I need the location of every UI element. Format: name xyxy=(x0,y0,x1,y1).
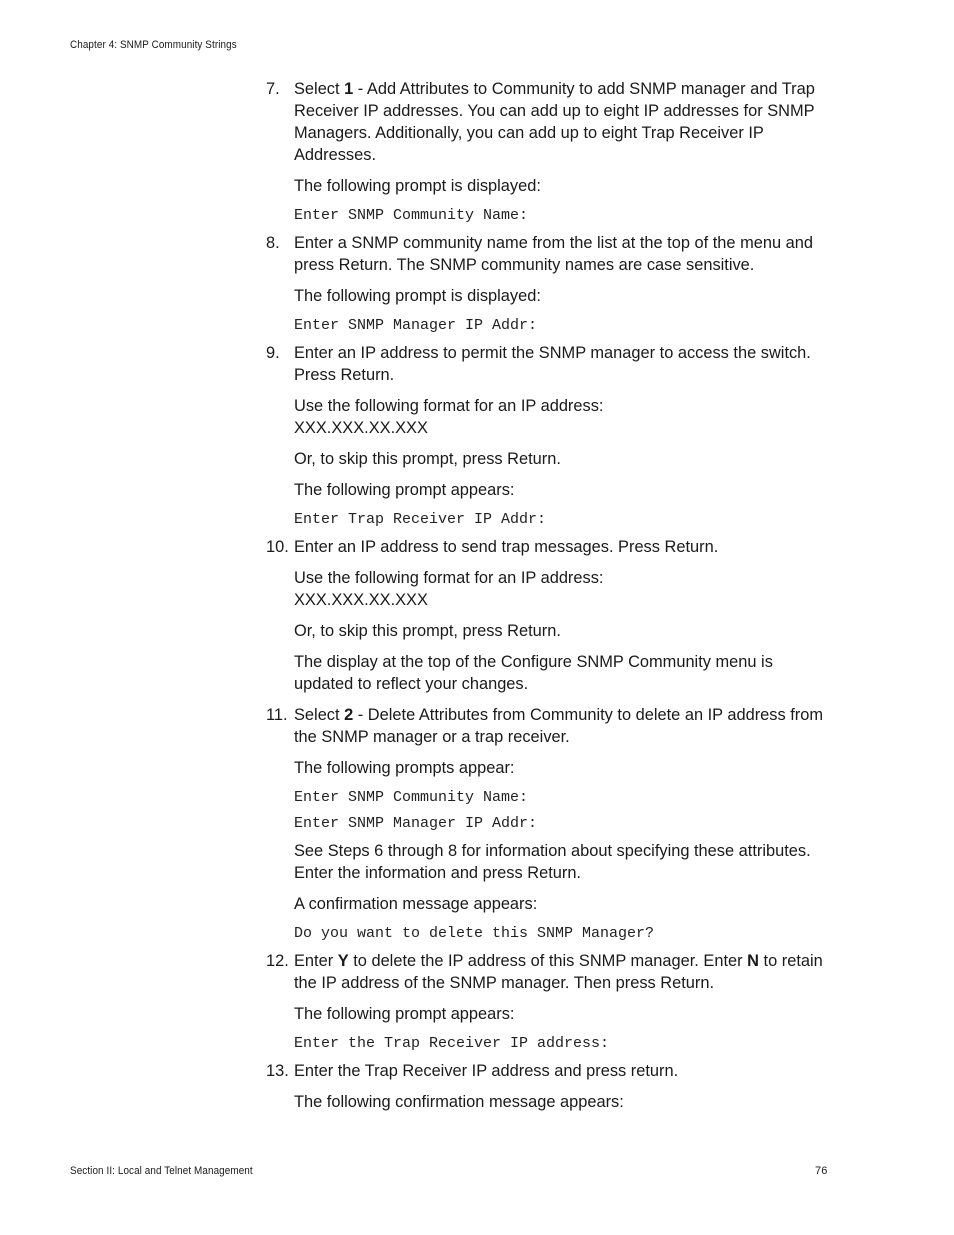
step-number: 8. xyxy=(266,234,280,252)
step-10: 10. Enter an IP address to send trap messages. Press Return. xyxy=(266,538,719,556)
paragraph: The following prompt is displayed: xyxy=(294,177,541,195)
paragraph: Or, to skip this prompt, press Return. xyxy=(294,450,561,468)
step-8: 8. Enter a SNMP community name from the list at the top of the menu and press Return. The SNMP community names are case sensitive. xyxy=(266,234,813,274)
paragraph: A confirmation message appears: xyxy=(294,895,538,913)
step-13: 13. Enter the Trap Receiver IP address and press return. xyxy=(266,1062,679,1080)
document-body xyxy=(266,78,836,1122)
step-number: 11. xyxy=(266,706,288,724)
paragraph: The following prompts appear: xyxy=(294,759,515,777)
page-number: 76 xyxy=(815,1165,828,1177)
code-prompt: Enter SNMP Community Name: xyxy=(294,207,529,224)
paragraph: The following prompt appears: xyxy=(294,1005,515,1023)
step-9: 9. Enter an IP address to permit the SNMP manager to access the switch. Press Return. xyxy=(266,344,811,384)
paragraph: Or, to skip this prompt, press Return. xyxy=(294,622,561,640)
step-number: 10. xyxy=(266,538,289,556)
step-11: 11. Select 2 - Delete Attributes from Community to delete an IP address from the SNMP manager or a trap receiver. xyxy=(266,706,823,746)
code-prompt: Enter SNMP Community Name: xyxy=(294,789,529,806)
paragraph: The following prompt is displayed: xyxy=(294,287,541,305)
running-header: Chapter 4: SNMP Community Strings xyxy=(70,39,237,51)
code-prompt: Enter the Trap Receiver IP address: xyxy=(294,1035,610,1052)
code-prompt: Do you want to delete this SNMP Manager? xyxy=(294,925,655,942)
paragraph: Use the following format for an IP address: XXX.XXX.XX.XXX xyxy=(294,569,604,609)
running-footer: Section II: Local and Telnet Management xyxy=(70,1165,253,1177)
step-number: 7. xyxy=(266,80,280,98)
step-number: 12. xyxy=(266,952,289,970)
paragraph: Use the following format for an IP address: XXX.XXX.XX.XXX xyxy=(294,397,604,437)
paragraph: The following confirmation message appears: xyxy=(294,1093,624,1111)
code-prompt: Enter SNMP Manager IP Addr: xyxy=(294,317,538,334)
step-12: 12. Enter Y to delete the IP address of this SNMP manager. Enter N to retain the IP address of the SNMP manager. Then press Return. xyxy=(266,952,823,992)
paragraph: The display at the top of the Configure SNMP Community menu is updated to reflect your changes. xyxy=(294,653,773,693)
paragraph: See Steps 6 through 8 for information about specifying these attributes. Enter the information and press Return. xyxy=(294,842,811,882)
step-number: 9. xyxy=(266,344,280,362)
step-number: 13. xyxy=(266,1062,289,1080)
code-prompt: Enter Trap Receiver IP Addr: xyxy=(294,511,547,528)
step-7: 7. Select 1 - Add Attributes to Community to add SNMP manager and Trap Receiver IP addresses. You can add up to eight IP addresses for SNMP Managers. Additionally, you can add up to eight Trap Receiver IP Addresses. xyxy=(266,80,815,164)
code-prompt: Enter SNMP Manager IP Addr: xyxy=(294,815,538,832)
paragraph: The following prompt appears: xyxy=(294,481,515,499)
